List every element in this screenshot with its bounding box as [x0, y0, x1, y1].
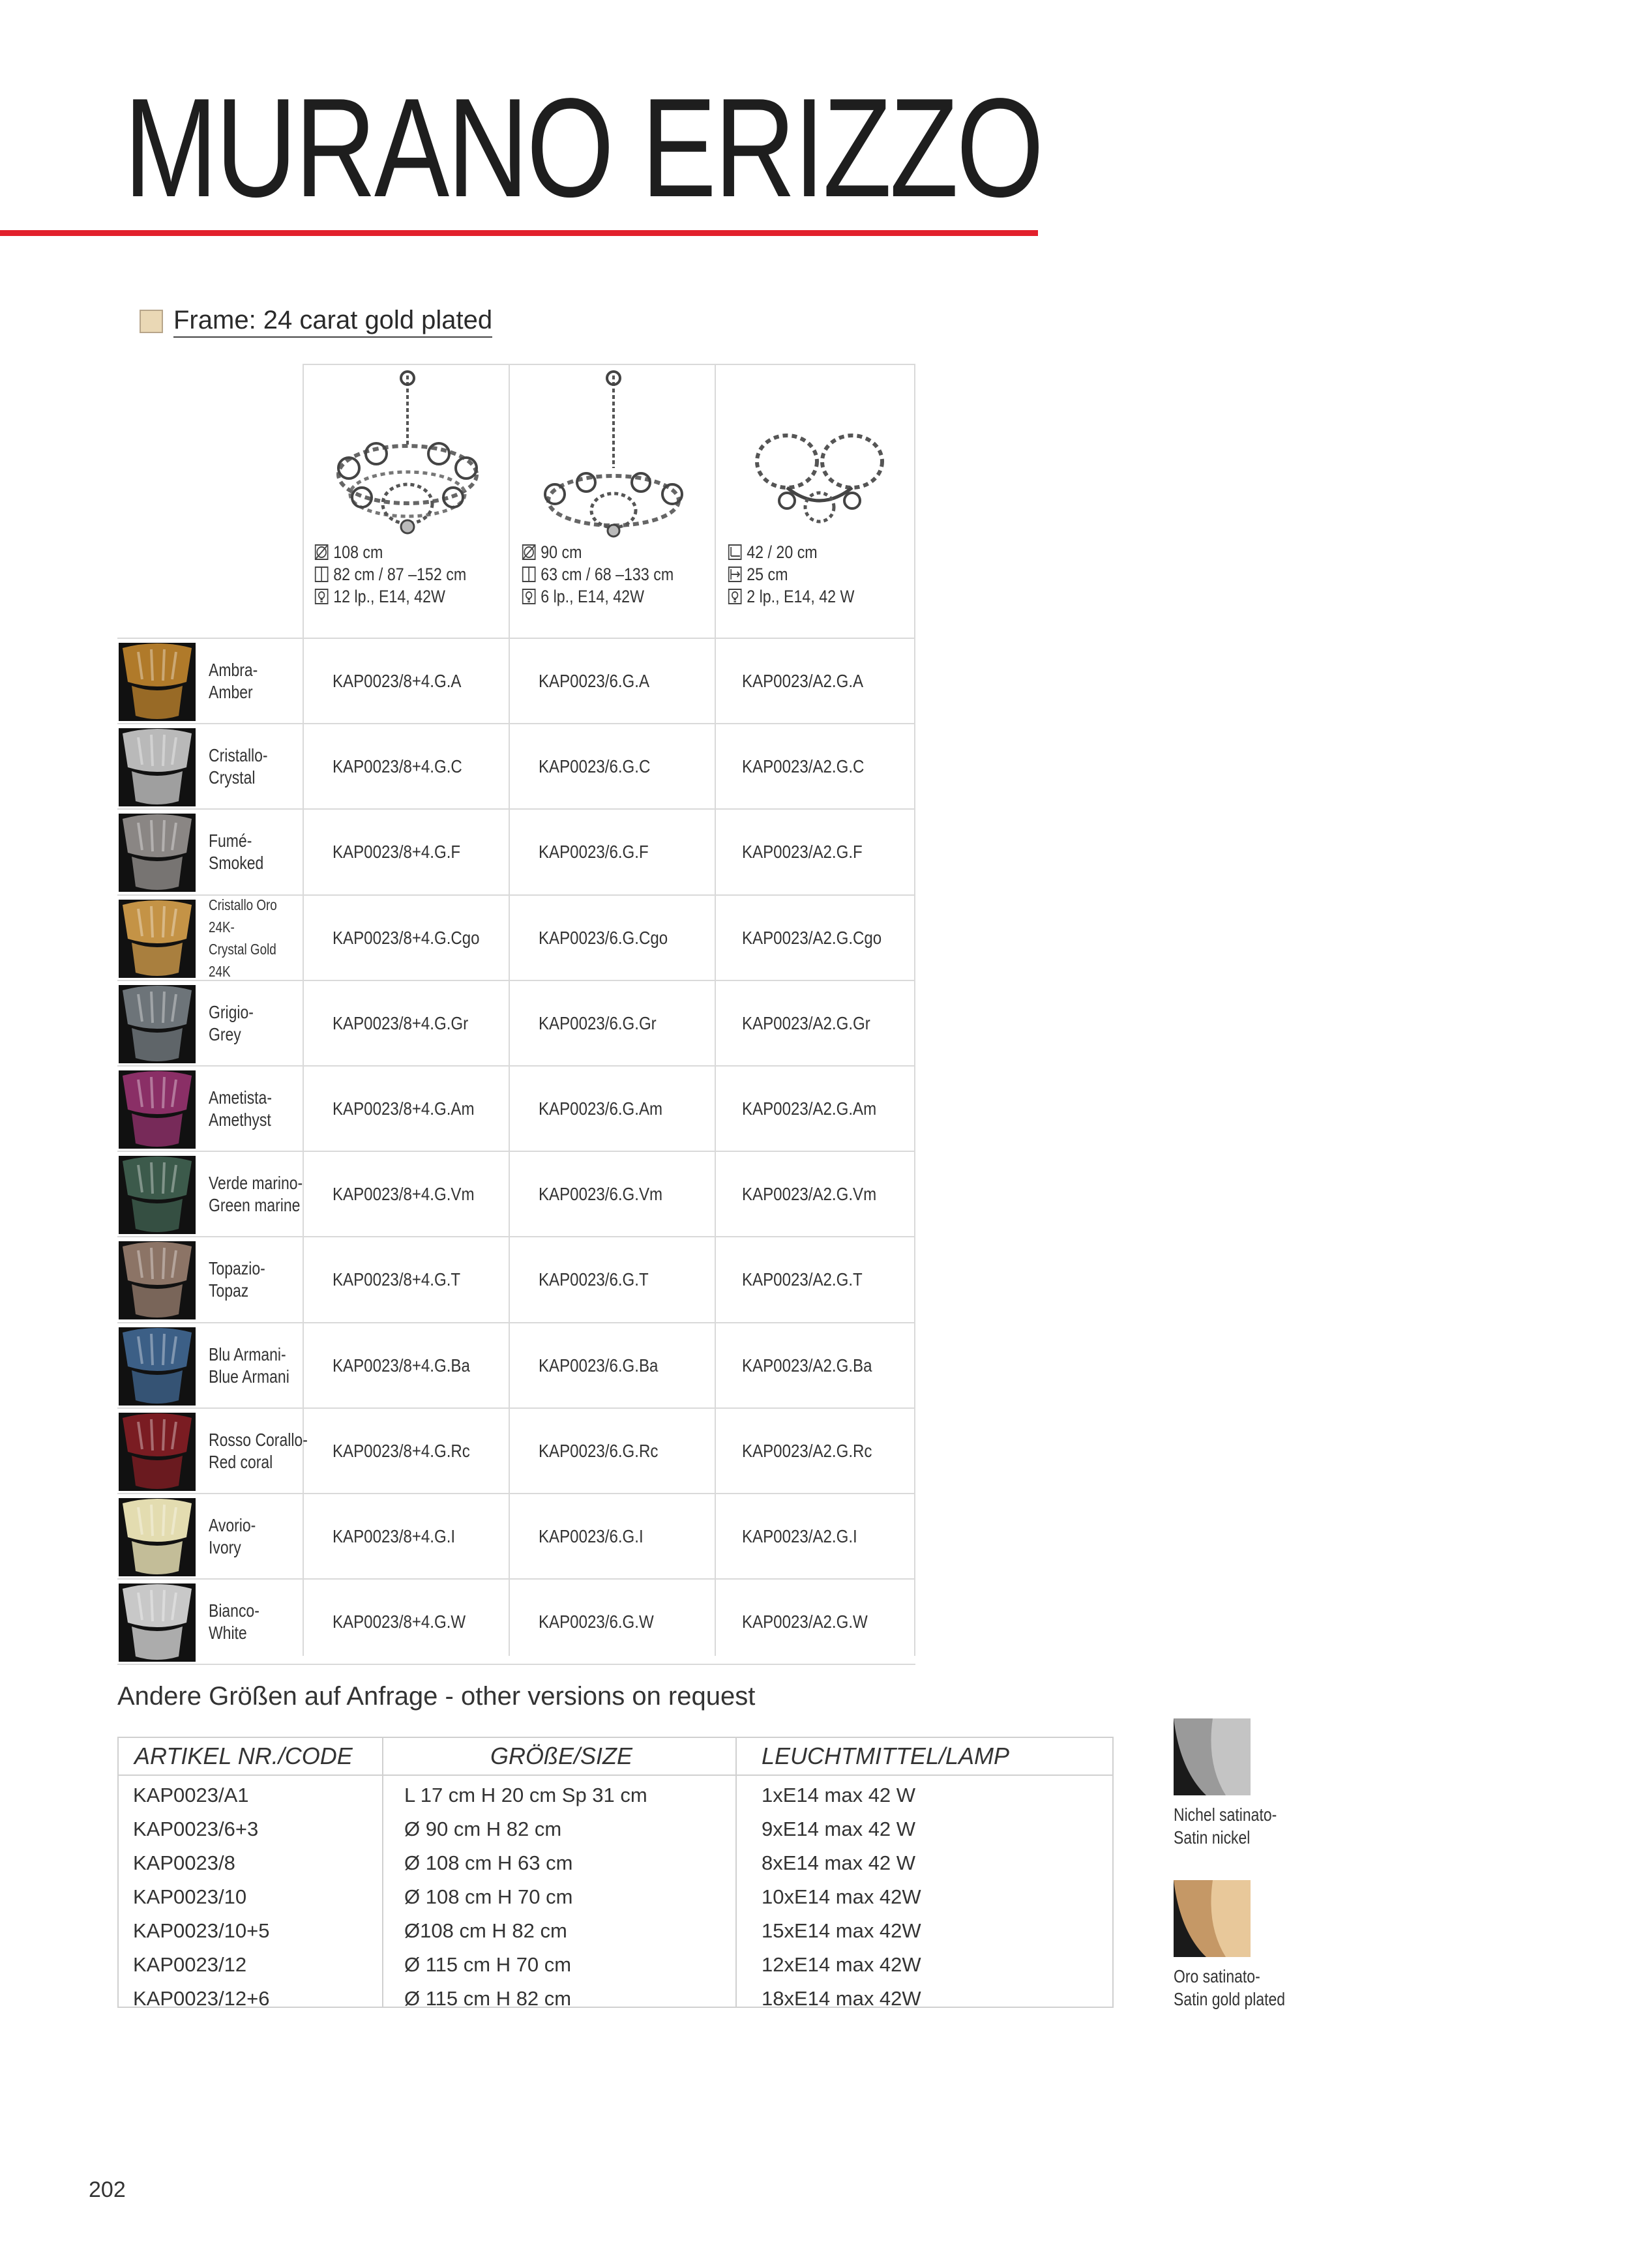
- color-row: [117, 810, 915, 894]
- spec-size-cell: Ø 115 cm H 82 cm: [404, 1987, 572, 2010]
- article-code: KAP0023/6.G.I: [539, 1526, 644, 1546]
- satin-nickel-swatch: [1174, 1718, 1251, 1795]
- article-code: KAP0023/8+4.G.F: [333, 842, 461, 862]
- header-size: GRÖßE/SIZE: [490, 1743, 633, 1769]
- color-name: Verde marino- Green marine: [209, 1173, 303, 1215]
- other-versions-note: Andere Größen auf Anfrage - other versions on request: [117, 1682, 756, 1711]
- spec-lamps: 6 lp., E14, 42W: [522, 585, 674, 608]
- product-3-specs: [728, 541, 875, 608]
- article-code: KAP0023/8+4.G.Rc: [333, 1441, 470, 1461]
- article-code: KAP0023/6.G.Rc: [539, 1441, 659, 1461]
- header-code: ARTIKEL NR./CODE: [134, 1743, 353, 1769]
- article-code: KAP0023/6.G.Am: [539, 1098, 663, 1119]
- color-row: [117, 639, 915, 724]
- article-code: KAP0023/A2.G.Am: [742, 1098, 877, 1119]
- article-code: KAP0023/8+4.G.Gr: [333, 1013, 469, 1033]
- color-name: Blu Armani- Blue Armani: [209, 1344, 289, 1387]
- spec-size-cell: Ø 90 cm H 82 cm: [404, 1818, 562, 1840]
- frame-legend: [140, 305, 492, 338]
- article-code: KAP0023/A2.G.Cgo: [742, 928, 882, 948]
- glass-color-swatch: [119, 1156, 196, 1234]
- product-2-specs: [522, 541, 698, 608]
- spec-code-cell: KAP0023/A1: [133, 1784, 249, 1806]
- article-code: KAP0023/A2.G.I: [742, 1526, 857, 1546]
- spec-size-cell: Ø 108 cm H 63 cm: [404, 1851, 573, 1874]
- bulb-icon: [314, 588, 329, 605]
- color-row: [117, 896, 915, 980]
- color-row: [117, 1152, 915, 1237]
- spec-code-cell: KAP0023/12: [133, 1953, 247, 1976]
- color-row: [117, 1494, 915, 1579]
- color-row: [117, 724, 915, 809]
- spec-size-cell: Ø 115 cm H 70 cm: [404, 1953, 572, 1976]
- article-code: KAP0023/6.G.C: [539, 756, 651, 776]
- header-lamp: LEUCHTMITTEL/LAMP: [762, 1743, 1010, 1769]
- spec-lamps: 2 lp., E14, 42 W: [728, 585, 854, 608]
- projection-icon: [728, 566, 742, 583]
- bulb-icon: [522, 588, 536, 605]
- article-code: KAP0023/6.G.Cgo: [539, 928, 668, 948]
- glass-color-swatch: [119, 1413, 196, 1491]
- article-code: KAP0023/A2.G.Gr: [742, 1013, 870, 1033]
- spec-size-cell: L 17 cm H 20 cm Sp 31 cm: [404, 1784, 647, 1806]
- color-row: [117, 981, 915, 1066]
- color-row: [117, 1323, 915, 1408]
- article-code: KAP0023/A2.G.Vm: [742, 1184, 877, 1204]
- article-code: KAP0023/8+4.G.I: [333, 1526, 456, 1546]
- height-icon: [314, 566, 329, 583]
- spec-size-cell: Ø 108 cm H 70 cm: [404, 1885, 573, 1908]
- article-code: KAP0023/8+4.G.Cgo: [333, 928, 480, 948]
- column-divider: [382, 1738, 383, 2007]
- article-code: KAP0023/6.G.Vm: [539, 1184, 663, 1204]
- color-name: Fumé- Smoked: [209, 831, 264, 873]
- size-spec-table: [117, 1737, 1114, 2008]
- spec-size-cell: Ø108 cm H 82 cm: [404, 1919, 567, 1942]
- color-name: Grigio- Grey: [209, 1002, 254, 1044]
- color-row: [117, 1067, 915, 1151]
- article-code: KAP0023/6.G.W: [539, 1612, 654, 1632]
- glass-color-swatch: [119, 1327, 196, 1406]
- spec-lamp-cell: 18xE14 max 42W: [762, 1987, 921, 2010]
- color-name: Rosso Corallo- Red coral: [209, 1430, 308, 1472]
- title-underline: [0, 230, 1038, 236]
- article-code: KAP0023/6.G.Ba: [539, 1355, 659, 1376]
- article-code: KAP0023/A2.G.A: [742, 671, 864, 691]
- article-code: KAP0023/8+4.G.T: [333, 1269, 461, 1289]
- color-name: Avorio- Ivory: [209, 1515, 256, 1557]
- article-code: KAP0023/A2.G.T: [742, 1269, 863, 1289]
- spec-height: 63 cm / 68 –133 cm: [522, 563, 674, 585]
- color-name: Bianco- White: [209, 1600, 259, 1643]
- color-name: Ametista- Amethyst: [209, 1087, 272, 1130]
- height-icon: [522, 566, 536, 583]
- spec-projection: 25 cm: [728, 563, 854, 585]
- glass-color-swatch: [119, 1498, 196, 1576]
- article-code: KAP0023/8+4.G.A: [333, 671, 462, 691]
- glass-color-swatch: [119, 643, 196, 721]
- finish-label: Oro satinato- Satin gold plated: [1174, 1966, 1286, 2009]
- spec-code-cell: KAP0023/6+3: [133, 1818, 259, 1840]
- spec-lamp-cell: 8xE14 max 42 W: [762, 1851, 916, 1874]
- page-number: 202: [89, 2177, 126, 2202]
- finish-label: Nichel satinato- Satin nickel: [1174, 1804, 1277, 1848]
- page-title: MURANO ERIZZO: [124, 68, 1042, 226]
- color-name: Cristallo- Crystal: [209, 745, 268, 788]
- color-name: Topazio- Topaz: [209, 1258, 265, 1301]
- row-divider: [117, 1664, 915, 1665]
- article-code: KAP0023/6.G.T: [539, 1269, 649, 1289]
- gold-frame-swatch: [140, 310, 163, 333]
- spec-height: 82 cm / 87 –152 cm: [314, 563, 466, 585]
- spec-width-depth: 42 / 20 cm: [728, 541, 854, 563]
- article-code: KAP0023/6.G.Gr: [539, 1013, 657, 1033]
- glass-color-swatch: [119, 1583, 196, 1662]
- spec-code-cell: KAP0023/12+6: [133, 1987, 270, 2010]
- article-code: KAP0023/A2.G.F: [742, 842, 863, 862]
- spec-lamp-cell: 1xE14 max 42 W: [762, 1784, 916, 1806]
- glass-color-swatch: [119, 1070, 196, 1149]
- spec-code-cell: KAP0023/8: [133, 1851, 235, 1874]
- finish-satin-nickel: [1174, 1718, 1299, 1849]
- article-code: KAP0023/8+4.G.Vm: [333, 1184, 475, 1204]
- article-code: KAP0023/A2.G.C: [742, 756, 865, 776]
- spec-diameter: 90 cm: [522, 541, 674, 563]
- article-code: KAP0023/8+4.G.C: [333, 756, 462, 776]
- spec-lamp-cell: 10xE14 max 42W: [762, 1885, 921, 1908]
- width-depth-icon: [728, 544, 742, 561]
- diameter-icon: [522, 544, 536, 561]
- spec-diameter: 108 cm: [314, 541, 466, 563]
- color-name: Cristallo Oro 24K- Crystal Gold 24K: [209, 896, 277, 980]
- article-code: KAP0023/6.G.F: [539, 842, 649, 862]
- article-code: KAP0023/8+4.G.W: [333, 1612, 466, 1632]
- article-code: KAP0023/A2.G.W: [742, 1612, 868, 1632]
- bulb-icon: [728, 588, 742, 605]
- satin-gold-swatch: [1174, 1880, 1251, 1957]
- color-row: [117, 1580, 915, 1664]
- color-row: [117, 1409, 915, 1494]
- header-divider: [119, 1775, 1112, 1776]
- chandelier-6-lights-image: [526, 364, 702, 540]
- frame-legend-text: Frame: 24 carat gold plated: [173, 305, 492, 338]
- article-code: KAP0023/A2.G.Rc: [742, 1441, 872, 1461]
- spec-lamp-cell: 12xE14 max 42W: [762, 1953, 921, 1976]
- article-code: KAP0023/8+4.G.Am: [333, 1098, 475, 1119]
- diameter-icon: [314, 544, 329, 561]
- spec-code-cell: KAP0023/10+5: [133, 1919, 270, 1942]
- spec-lamps: 12 lp., E14, 42W: [314, 585, 466, 608]
- spec-code-cell: KAP0023/10: [133, 1885, 247, 1908]
- spec-lamp-cell: 9xE14 max 42 W: [762, 1818, 916, 1840]
- color-row: [117, 1237, 915, 1322]
- glass-color-swatch: [119, 728, 196, 806]
- glass-color-swatch: [119, 814, 196, 892]
- column-divider: [735, 1738, 737, 2007]
- finish-satin-gold: [1174, 1880, 1310, 2010]
- color-name: Ambra- Amber: [209, 660, 258, 702]
- variants-table: [117, 364, 915, 1656]
- spec-lamp-cell: 15xE14 max 42W: [762, 1919, 921, 1942]
- article-code: KAP0023/8+4.G.Ba: [333, 1355, 470, 1376]
- article-code: KAP0023/A2.G.Ba: [742, 1355, 872, 1376]
- glass-color-swatch: [119, 900, 196, 978]
- article-code: KAP0023/6.G.A: [539, 671, 650, 691]
- chandelier-12-lights-image: [319, 364, 496, 540]
- product-1-specs: [314, 541, 491, 608]
- glass-color-swatch: [119, 1241, 196, 1319]
- wall-sconce-image: [732, 364, 908, 540]
- glass-color-swatch: [119, 985, 196, 1063]
